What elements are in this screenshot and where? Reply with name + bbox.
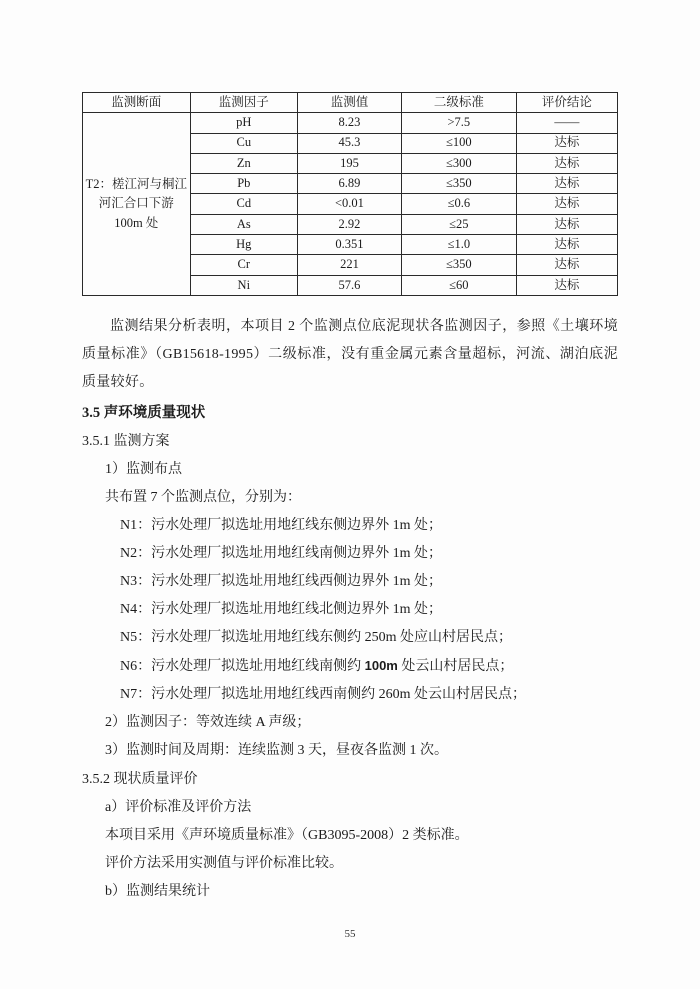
noise-point-n1: N1：污水处理厂拟选址用地红线东侧边界外 1m 处； (120, 517, 442, 533)
value-cell: 221 (298, 255, 402, 275)
factor-cell: pH (190, 113, 298, 133)
result-cell: 达标 (516, 133, 617, 153)
value-cell: 2.92 (298, 214, 402, 234)
factor-cell: As (190, 214, 298, 234)
col-header-value: 监测值 (298, 93, 402, 113)
factor-cell: Pb (190, 174, 298, 194)
result-cell: 达标 (516, 275, 617, 295)
method-paragraph: 评价方法采用实测值与评价标准比较。 (105, 855, 343, 871)
section-line: 河汇合口下游 (98, 196, 174, 211)
factor-cell: Cr (190, 255, 298, 275)
factor-cell: Cd (190, 194, 298, 214)
list-item-b: b）监测结果统计 (105, 883, 210, 899)
table-header-row (83, 93, 618, 113)
monitor-section-cell (83, 113, 191, 296)
factor-cell: Cu (190, 133, 298, 153)
factor-cell: Ni (190, 275, 298, 295)
noise-point-n6-distance: 100m (364, 657, 398, 673)
result-cell: 达标 (516, 255, 617, 275)
standard-cell: ≤1.0 (401, 235, 516, 255)
points-intro: 共布置 7 个监测点位，分别为： (105, 489, 301, 505)
result-cell: 达标 (516, 153, 617, 173)
body-text (82, 313, 618, 906)
col-header-result: 评价结论 (516, 93, 617, 113)
standard-cell: >7.5 (401, 113, 516, 133)
value-cell: 0.351 (298, 235, 402, 255)
noise-point-n6-post: 处云山村居民点； (397, 658, 514, 674)
factor-cell: Hg (190, 235, 298, 255)
section-line: T2：槎江河与桐江 (85, 177, 187, 192)
col-header-factor: 监测因子 (190, 93, 298, 113)
heading-3-5-2: 3.5.2 现状质量评价 (82, 771, 198, 787)
value-cell: 8.23 (298, 113, 402, 133)
section-line: 100m 处 (114, 215, 159, 230)
noise-point-n5: N5：污水处理厂拟选址用地红线东侧约 250m 处应山村居民点； (120, 629, 512, 645)
standard-paragraph: 本项目采用《声环境质量标准》（GB3095-2008）2 类标准。 (105, 827, 469, 843)
noise-point-n4: N4：污水处理厂拟选址用地红线北侧边界外 1m 处； (120, 601, 442, 617)
result-cell: 达标 (516, 174, 617, 194)
noise-point-n2: N2：污水处理厂拟选址用地红线南侧边界外 1m 处； (120, 545, 442, 561)
summary-paragraph: 监测结果分析表明，本项目 2 个监测点位底泥现状各监测因子，参照《土壤环境质量标准》（GB15618-1995）二级标准，没有重金属元素含量超标，河流、湖泊底泥质量较好。 (82, 318, 618, 390)
list-item-1: 1）监测布点 (105, 461, 182, 477)
list-item-2: 2）监测因子：等效连续 A 声级； (105, 714, 311, 730)
standard-cell: ≤0.6 (401, 194, 516, 214)
noise-point-n7: N7：污水处理厂拟选址用地红线西南侧约 260m 处云山村居民点； (120, 686, 526, 702)
col-header-section: 监测断面 (83, 93, 191, 113)
col-header-standard: 二级标准 (401, 93, 516, 113)
content-area (82, 92, 618, 906)
noise-point-n6 (120, 652, 618, 681)
noise-point-list (120, 512, 618, 709)
list-item-a: a）评价标准及评价方法 (105, 799, 252, 815)
sediment-monitoring-table (82, 92, 618, 296)
standard-cell: ≤300 (401, 153, 516, 173)
standard-cell: ≤350 (401, 174, 516, 194)
value-cell: 6.89 (298, 174, 402, 194)
noise-point-n3: N3：污水处理厂拟选址用地红线西侧边界外 1m 处； (120, 573, 442, 589)
list-item-3: 3）监测时间及周期：连续监测 3 天，昼夜各监测 1 次。 (105, 742, 448, 758)
value-cell: 195 (298, 153, 402, 173)
noise-point-n6-pre: N6：污水处理厂拟选址用地红线南侧约 (120, 658, 365, 674)
result-cell: 达标 (516, 194, 617, 214)
standard-cell: ≤25 (401, 214, 516, 234)
value-cell: 45.3 (298, 133, 402, 153)
value-cell: <0.01 (298, 194, 402, 214)
heading-3-5-1: 3.5.1 监测方案 (82, 433, 170, 449)
result-cell: 达标 (516, 214, 617, 234)
table-row (83, 113, 618, 133)
result-cell: —— (516, 113, 617, 133)
heading-3-5: 3.5 声环境质量现状 (82, 404, 206, 421)
result-cell: 达标 (516, 235, 617, 255)
page-number: 55 (344, 928, 356, 940)
standard-cell: ≤60 (401, 275, 516, 295)
standard-cell: ≤100 (401, 133, 516, 153)
value-cell: 57.6 (298, 275, 402, 295)
factor-cell: Zn (190, 153, 298, 173)
standard-cell: ≤350 (401, 255, 516, 275)
